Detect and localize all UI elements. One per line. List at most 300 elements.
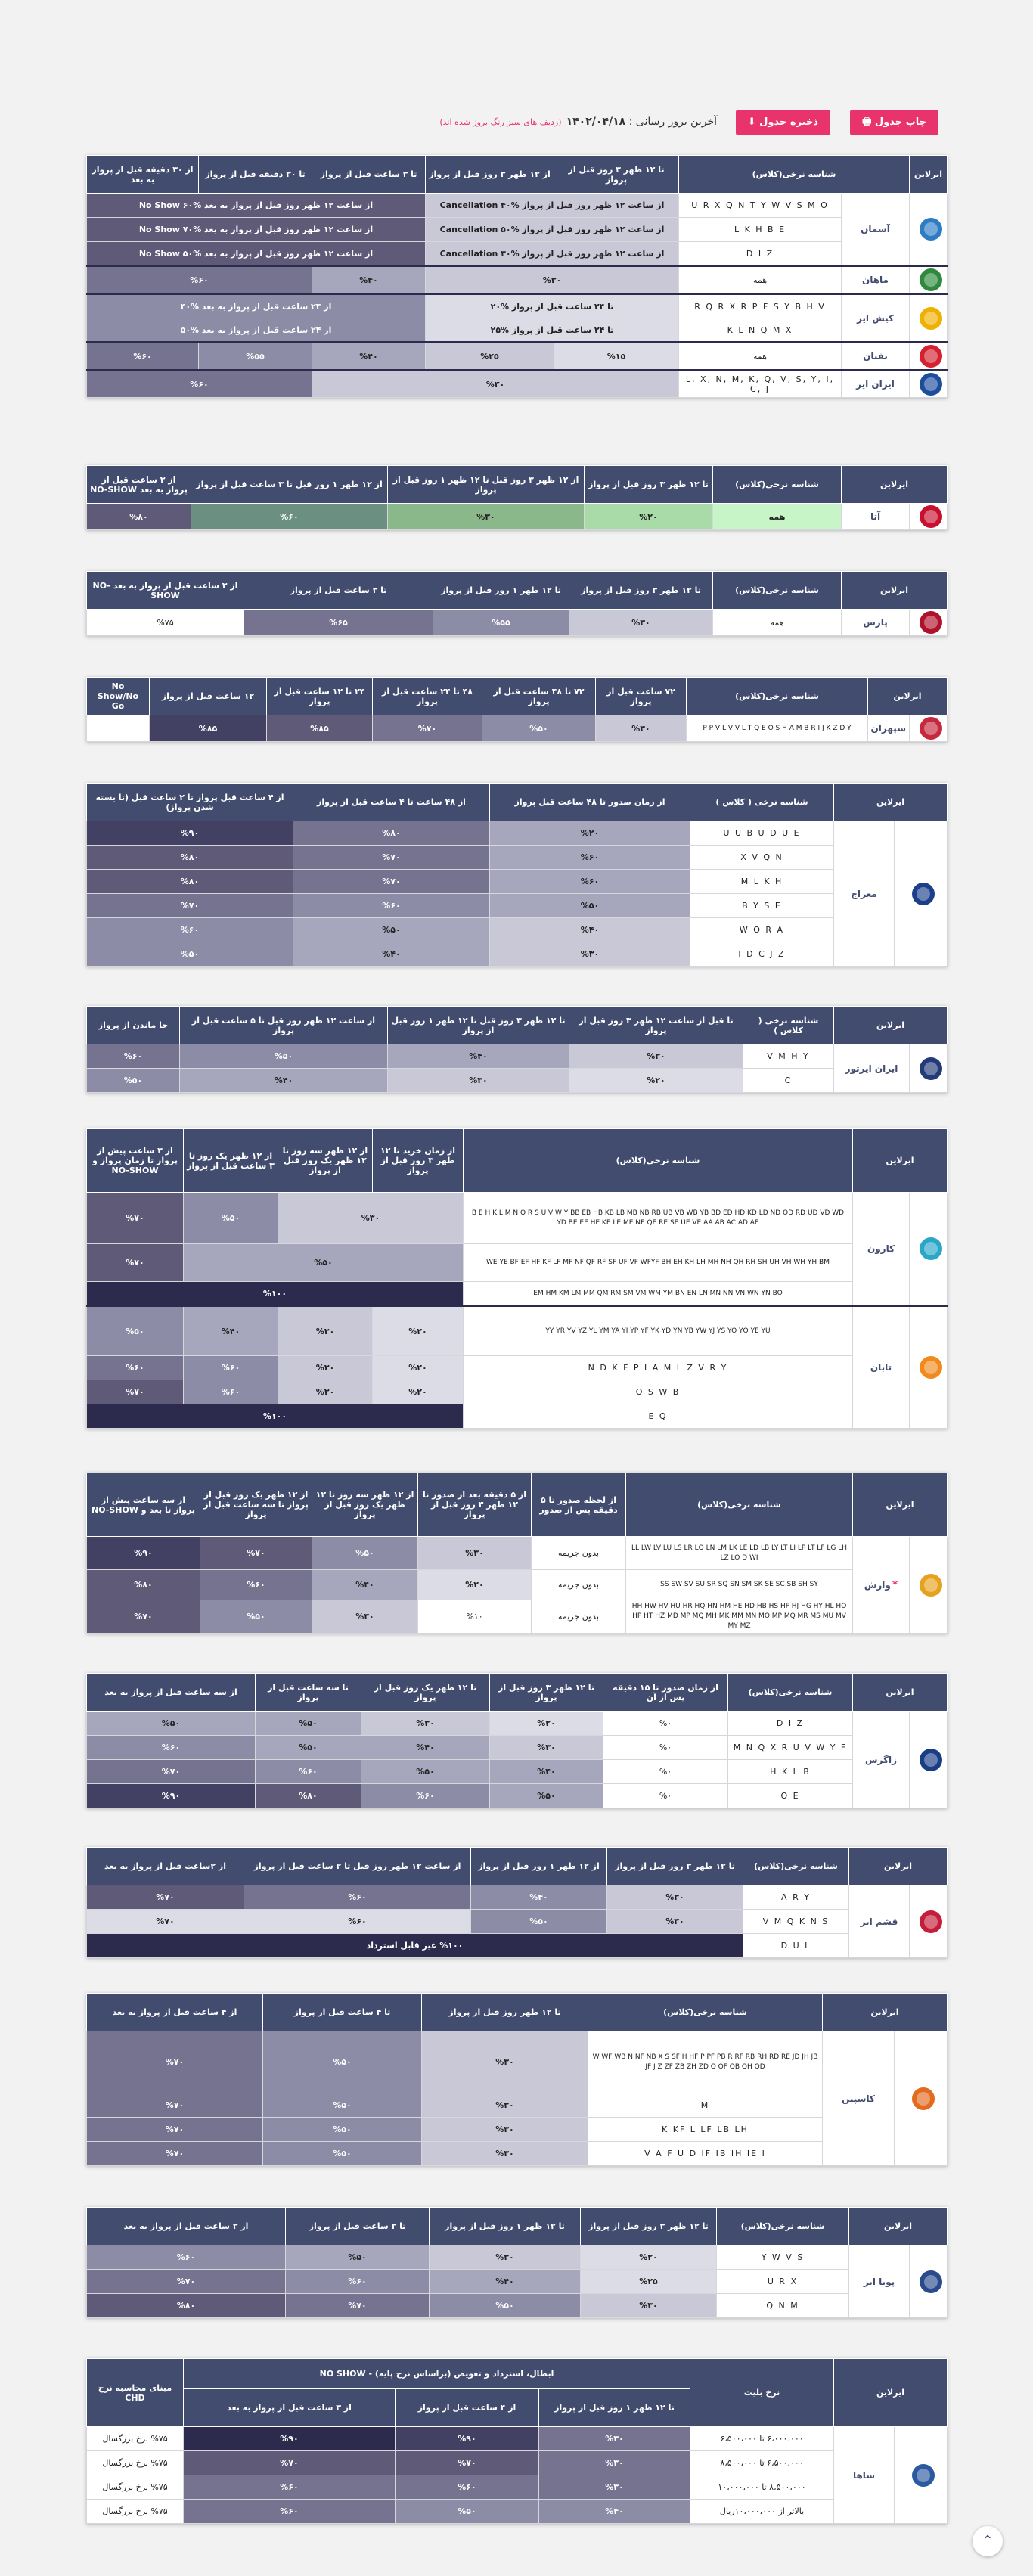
class-code: W WF WB N NF NB X S SF H HF P PF PB R RF RB RH RD RE JD JH JB JF J Z ZF ZB ZH ZD Q QF QB QH QD [588,2031,823,2093]
penalty-cell: %۰ [603,1784,728,1808]
penalty-cell: %۹۰ [87,821,293,846]
penalty-cell: %۶۰ [87,343,199,371]
airline-name-label: وارش [864,1579,891,1591]
refund-table-ata [86,465,948,530]
col-airline: ایرلاین [853,1473,948,1537]
class-code: U U B U D U E [690,821,834,846]
col-h3: از ۴۸ ساعت تا ۴ ساعت قبل از پرواز [293,784,490,821]
penalty-cell: %۷۰ [293,870,490,894]
penalty-cell: %۴۰ [361,1736,490,1760]
airline-logo [910,371,948,398]
penalty-cell: %۸۰ [87,870,293,894]
airline-name: پارس [842,610,910,636]
penalty-cell: بدون جریمه [532,1570,626,1600]
col-h4: از ۴ ساعت قبل پرواز تا ۲ ساعت قبل (تا بسته شدن پرواز) [87,784,293,821]
penalty-cell: %۶۰ [396,2475,539,2500]
penalty-cell: %۵۰ [293,918,490,942]
penalty-cell: %۶۰ [361,1784,490,1808]
col-airline: ایرلاین [834,2359,948,2427]
class-code: Y W V S [717,2245,849,2270]
taban-logo-icon [920,1356,942,1379]
col-h3: تا ۱۲ ظهر ۱ روز قبل از پرواز [433,572,569,610]
penalty-cell: %۴۰ [490,1760,603,1784]
penalty-cell: %۵۵ [199,343,312,371]
fare-range: ۶،۰۰۰،۰۰۰ تا ۶،۵۰۰،۰۰۰ [690,2427,834,2451]
col-h2: تا ۱۲ ظهر روز قبل از پرواز [422,1994,588,2031]
penalty-cell: %۰ [603,1760,728,1784]
col-h3: از ۱۲ ظهر سه روز تا ۱۲ ظهر یک روز قبل از پرواز [278,1129,373,1193]
penalty-cell: %۳۰ [539,2475,690,2500]
penalty-cell: %۷۰ [396,2451,539,2475]
class-code: V M Q K N S [743,1910,849,1934]
class-code: D I Z [679,242,842,266]
penalty-cell: %۶۰ [184,2475,396,2500]
penalty-cell: %۵۰ [312,1537,418,1570]
noshow-rule: از ساعت ۱۲ ظهر روز قبل از پرواز به بعد %۷۰ No Show [87,218,426,242]
penalty-cell: %۶۰ [293,894,490,918]
penalty-cell: %۸۰ [87,504,191,530]
penalty-cell: %۳۰ [278,1306,373,1356]
penalty-cell: %۲۵ [581,2270,717,2294]
col-h2: تا ۱۲ ظهر ۳ روز قبل از پرواز [585,466,713,504]
airline-name: معراج [834,821,895,967]
pouya-logo-icon [920,2270,942,2293]
penalty-cell: %۹۰ [184,2427,396,2451]
col-h6: از سه ساعت پیش از پرواز تا بعد و NO-SHOW [87,1473,200,1537]
penalty-cell: %۴۰ [312,343,426,371]
caspian-logo-icon [912,2087,935,2110]
class-code: همه [679,343,842,371]
penalty-cell: %۳۰ [388,504,585,530]
chd-rule: %۷۵ نرخ بزرگسال [87,2500,184,2524]
penalty-cell: %۷۰ [286,2294,430,2318]
penalty-cell: %۵۰ [184,1193,278,1244]
penalty-cell: بدون جریمه [532,1537,626,1570]
refund-table-meraj [86,783,948,967]
update-date: ۱۴۰۲/۰۴/۱۸ [566,116,626,128]
col-class: شناسه نرخی(کلاس) [679,156,910,194]
col-class: شناسه نرخی(کلاس) [687,678,868,715]
penalty-cell: تا ۲۴ ساعت قبل از پرواز %۲۰ [426,294,679,318]
penalty-cell: %۵۰ [184,1244,464,1282]
class-code: همه [713,504,842,530]
refund-table-saha [86,2358,948,2524]
penalty-cell: %۳۰ [278,1380,373,1404]
airline-name: زاگرس [853,1712,910,1808]
penalty-cell: %۳۰ [426,266,679,294]
penalty-cell: %۵۰ [87,1069,180,1093]
class-code: A R Y [743,1885,849,1910]
penalty-cell: %۳۰ [418,1537,532,1570]
penalty-cell: %۴۰ [180,1069,388,1093]
refund-table-iranairtour [86,1006,948,1093]
col-h6: ۱۲ ساعت قبل از پرواز [150,678,267,715]
col-h5: از ۳ ساعت قبل از پرواز به بعد [87,2208,286,2245]
class-code: EM HM KM LM MM QM RM SM VM WM YM BN EN LN MN NN VN WN YN BO [464,1282,853,1306]
penalty-cell: %۷۰ [87,2093,263,2118]
penalty-cell: %۷۰ [87,1193,184,1244]
class-code: H K L B [728,1760,853,1784]
col-h4: از ۴ ساعت قبل از پرواز به بعد [87,1994,263,2031]
iranairtour-logo-icon [920,1057,942,1080]
col-h5: از ۳ ساعت پیش از پرواز تا زمان پرواز و NO-SHOW [87,1129,184,1193]
col-h4: ۴۸ تا ۲۴ ساعت قبل از پرواز [373,678,482,715]
penalty-cell: %۹۰ [396,2427,539,2451]
col-class: شناسه نرخی(کلاس) [713,572,842,610]
col-airline: ایرلاین [853,1674,948,1712]
col-sub1: تا ۱۲ ظهر ۱ روز قبل از پرواز [539,2389,690,2427]
penalty-cell: %۵۰ [200,1600,312,1634]
penalty-cell: %۰ [603,1712,728,1736]
penalty-cell: %۳۰ [490,1736,603,1760]
penalty-cell: %۲۰ [373,1380,464,1404]
col-penalty-group: ابطال، استرداد و تعویض (براساس نرخ پایه) - NO SHOW [184,2359,690,2389]
penalty-cell: %۴۰ [539,2500,690,2524]
class-code: V A F U D IF IB IH IE I [588,2142,823,2166]
col-airline: ایرلاین [823,1994,948,2031]
penalty-cell: %۶۰ [87,1356,184,1380]
penalty-cell: %۷۰ [87,2270,286,2294]
airline-logo [910,1885,948,1958]
penalty-cell: %۵۰ [87,942,293,967]
karun-logo-icon [920,1237,942,1260]
airline-logo [910,294,948,343]
penalty-cell: %۳۰ [569,610,713,636]
col-sub3: از ۳ ساعت قبل از پرواز به بعد [184,2389,396,2427]
penalty-cell: %۷۰ [87,1600,200,1634]
class-code: همه [679,266,842,294]
penalty-cell: %۷۵ [87,610,244,636]
penalty-cell: %۲۰ [418,1570,532,1600]
penalty-cell: %۶۰ [87,1736,256,1760]
class-code: L, X, N, M, K, Q, V, S, Y, I, C, J [679,371,842,398]
airline-logo [910,194,948,266]
penalty-cell: تا ۲۴ ساعت قبل از پرواز %۲۵ [426,318,679,343]
penalty-cell: %۰ [603,1736,728,1760]
penalty-cell: %۴۰ [490,918,690,942]
iranair-logo-icon [920,373,942,396]
col-h3: از ۵ دقیقه بعد از صدور تا ۱۲ ظهر ۳ روز قبل از پرواز [418,1473,532,1537]
col-h4: تا ۳ ساعت قبل از پرواز [312,156,426,194]
penalty-cell: %۶۰ [191,504,388,530]
penalty-cell: %۳۰ [581,2294,717,2318]
penalty-cell: %۵۰ [87,1306,184,1356]
penalty-cell: %۸۰ [87,2294,286,2318]
penalty-cell: %۵۰ [490,1784,603,1808]
col-h5: از ۳ ساعت قبل از پرواز به بعد NO-SHOW [87,466,191,504]
col-h4: تا ۳ ساعت قبل از پرواز [244,572,433,610]
penalty-cell: %۱۰۰ [87,1404,464,1429]
airline-logo [895,821,948,967]
col-airline: ایرلاین [842,572,948,610]
class-code: N D K F P I A M L Z V R Y [464,1356,853,1380]
penalty-cell: %۷۰ [373,715,482,742]
penalty-cell: %۶۰ [490,870,690,894]
col-h2: تا قبل از ساعت ۱۲ ظهر ۳ روز قبل از پرواز [569,1007,743,1044]
refund-table-varesh [86,1473,948,1634]
penalty-cell: %۳۰ [607,1885,743,1910]
penalty-cell: %۷۰ [87,2118,263,2142]
col-airline: ایرلاین [849,2208,948,2245]
penalty-cell: %۸۰ [87,846,293,870]
penalty-cell: %۳۰ [596,715,687,742]
col-airline: ایرلاین [849,1848,948,1885]
class-code: U R X [717,2270,849,2294]
col-sub2: از ۴ ساعت قبل از پرواز [396,2389,539,2427]
col-h3: از ۱۲ ظهر ۳ روز قبل تا ۱۲ ظهر ۱ روز قبل از پرواز [388,466,585,504]
col-h4: تا ۳ ساعت قبل از پرواز [286,2208,430,2245]
col-h3: تا ۱۲ ظهر ۱ روز قبل از پرواز [430,2208,581,2245]
airline-logo [910,1193,948,1306]
col-class: شناسه نرخی(کلاس) [743,1848,849,1885]
penalty-cell: %۵۵ [433,610,569,636]
col-h2: ۷۲ ساعت قبل از پرواز [596,678,687,715]
penalty-cell: %۴۰ [312,1570,418,1600]
col-h5: تا سه ساعت قبل از پرواز [256,1674,361,1712]
airline-logo [910,1537,948,1634]
airline-name: پویا ایر [849,2245,910,2318]
class-code: K L N Q M X [679,318,842,343]
refund-table-zagros [86,1673,948,1808]
penalty-cell: %۶۰ [87,266,312,294]
airline-logo [910,504,948,530]
penalty-cell: %۷۰ [87,1910,244,1934]
airline-logo [910,610,948,636]
penalty-cell: از ۲۴ ساعت قبل از پرواز به بعد %۴۰ [87,294,426,318]
col-fare: نرخ بلیت [690,2359,834,2427]
penalty-cell: %۵۰ [482,715,596,742]
penalty-cell: %۲۰ [490,1712,603,1736]
refund-table-pars [86,571,948,636]
penalty-cell: %۶۰ [244,1885,471,1910]
class-code: D I Z [728,1712,853,1736]
class-code: L K H B E [679,218,842,242]
col-h6: از سه ساعت قبل از پرواز به بعد [87,1674,256,1712]
saha-logo-icon [912,2464,935,2487]
penalty-cell: %۷۰ [87,1380,184,1404]
chd-rule: %۷۵ نرخ بزرگسال [87,2451,184,2475]
col-class: شناسه نرخی ( کلاس ) [743,1007,834,1044]
col-h5: از ۲ساعت قبل از پرواز به بعد [87,1848,244,1885]
penalty-cell: %۸۰ [256,1784,361,1808]
airline-name: آسمان [842,194,910,266]
class-code: همه [713,610,842,636]
penalty-cell: %۵۰ [256,1712,361,1736]
airline-logo [910,715,948,742]
airline-name: تابان [853,1306,910,1429]
col-h2: تا ۱۲ ظهر ۳ روز قبل از پرواز [607,1848,743,1885]
penalty-cell: %۶۰ [87,1044,180,1069]
penalty-cell: %۵۰ [256,1736,361,1760]
chd-rule: %۷۵ نرخ بزرگسال [87,2427,184,2451]
col-h3: ۷۲ تا ۴۸ ساعت قبل از پرواز [482,678,596,715]
airline-logo [910,1306,948,1429]
penalty-cell: %۷۰ [87,894,293,918]
penalty-cell: %۴۰ [312,266,426,294]
zagros-logo-icon [920,1749,942,1771]
penalty-cell: %۳۰ [422,2142,588,2166]
penalty-cell: %۵۰ [490,894,690,918]
col-h2: از زمان صدور تا ۱۵ دقیقه پس از آن [603,1674,728,1712]
penalty-cell: %۷۰ [200,1537,312,1570]
airline-logo [895,2031,948,2166]
penalty-cell: %۱۰۰ غیر قابل استرداد [87,1934,743,1958]
refund-table-pouya [86,2207,948,2318]
varesh-logo-icon [920,1574,942,1597]
col-h5: از ۳ ساعت قبل از پرواز به بعد NO-SHOW [87,572,244,610]
penalty-cell: %۶۰ [200,1570,312,1600]
penalty-cell: %۶۰ [87,371,312,398]
airline-name: کاسپین [823,2031,895,2166]
penalty-cell: %۶۰ [184,2500,396,2524]
aseman-logo-icon [920,218,942,241]
penalty-cell: %۲۰ [373,1306,464,1356]
class-code: P P V L V V L T Q E O S H A M B R I J K Z D Y [687,715,868,742]
penalty-cell: %۷۰ [87,2142,263,2166]
col-class: شناسه نرخی(کلاس) [713,466,842,504]
class-code: YY YR YV YZ YL YM YA YI YP YF YK YD YN YB YW YJ YS YO YQ YE YU [464,1306,853,1356]
col-airline: ایرلاین [834,1007,948,1044]
scroll-to-top-button[interactable] [973,2526,1003,2556]
penalty-cell: %۴۰ [430,2270,581,2294]
airline-name: قشم ایر [849,1885,910,1958]
col-airline: ایرلاین [842,466,948,504]
qeshm-logo-icon [920,1910,942,1933]
airline-name: سپهران [868,715,910,742]
penalty-cell: %۳۰ [430,2245,581,2270]
col-h4: از ۱۲ ظهر یک روز تا ۳ ساعت قبل از پرواز [184,1129,278,1193]
col-airline: ایرلاین [910,156,948,194]
col-h3: تا ۱۲ ظهر ۳ روز قبل از پرواز [490,1674,603,1712]
penalty-cell: %۳۰ [539,2427,690,2451]
col-h5: جا ماندن از پرواز [87,1007,180,1044]
penalty-cell: از ۲۴ ساعت قبل از پرواز به بعد %۵۰ [87,318,426,343]
col-airline: ایرلاین [834,784,948,821]
col-class: شناسه نرخی(کلاس) [626,1473,853,1537]
penalty-cell: %۶۰ [87,918,293,942]
cancellation-rule: از ساعت ۱۲ ظهر روز قبل از پرواز %۳۰ Cancellation [426,242,679,266]
class-code: C [743,1069,834,1093]
update-label: آخرین بروز رسانی : [628,116,717,128]
penalty-cell: %۳۰ [312,371,679,398]
col-class: شناسه نرخی(کلاس) [588,1994,823,2031]
class-code: WE YE BF EF HF KF LF MF NF QF RF SF UF VF WFYF BH EH KH LH MH NH QH RH SH UH VH WH YH BM [464,1244,853,1282]
col-h3: تا ۴ ساعت قبل از پرواز [263,1994,422,2031]
col-h2: از زمان خرید تا ۱۲ ظهر ۳ روز قبل از پرواز [373,1129,464,1193]
penalty-cell: %۷۰ [87,1760,256,1784]
ata-logo-icon [920,505,942,528]
col-h5: تا ۳۰ دقیقه قبل از پرواز [199,156,312,194]
class-code: V M H Y [743,1044,834,1069]
cancellation-rule: از ساعت ۱۲ ظهر روز قبل از پرواز %۵۰ Cancellation [426,218,679,242]
penalty-cell: %۶۰ [244,1910,471,1934]
refund-table-aseman-group [86,155,948,398]
penalty-cell: %۱۵ [554,343,679,371]
col-chd: مبنای محاسبه نرخ CHD [87,2359,184,2427]
penalty-cell: %۶۰ [87,2245,286,2270]
mahan-logo-icon [920,268,942,291]
class-code: I D C J Z [690,942,834,967]
pars-logo-icon [920,611,942,634]
col-h3: از ۱۲ ظهر ۱ روز قبل از پرواز [471,1848,607,1885]
class-code: Q N M [717,2294,849,2318]
star-icon: * [892,1578,898,1591]
airline-name: آتا [842,504,910,530]
penalty-cell: %۳۰ [490,942,690,967]
penalty-cell: %۷۰ [87,1244,184,1282]
col-class: شناسه نرخی ( کلاس ) [690,784,834,821]
class-code: K KF L LF LB LH [588,2118,823,2142]
penalty-cell: %۹۰ [87,1784,256,1808]
penalty-cell: %۶۵ [244,610,433,636]
col-h3: از ۱۲ ظهر ۳ روز قبل از پرواز [426,156,554,194]
update-note: (ردیف های سبز رنگ بروز شده اند) [439,117,562,127]
airline-logo [895,2427,948,2524]
class-code: M [588,2093,823,2118]
col-h4: از ساعت ۱۲ ظهر روز قبل تا ۲ ساعت قبل از پرواز [244,1848,471,1885]
class-code: M N Q X R U V W Y F [728,1736,853,1760]
save-table-button[interactable]: ذخیره جدول ⬇ [736,110,830,135]
airline-name: کارون [853,1193,910,1306]
penalty-cell: %۲۰ [581,2245,717,2270]
penalty-cell: %۱۰ [418,1600,532,1634]
penalty-cell: بدون جریمه [532,1600,626,1634]
refund-table-karun-taban [86,1128,948,1429]
fare-range: ۶،۵۰۰،۰۰۰ تا ۸،۵۰۰،۰۰۰ [690,2451,834,2475]
airline-name: ساها [834,2427,895,2524]
airline-logo [910,1712,948,1808]
airline-logo [910,1044,948,1093]
chevron-up-icon: ⌃ [982,2533,994,2549]
penalty-cell: %۳۰ [422,2093,588,2118]
refund-table-sepehran [86,677,948,742]
penalty-cell: %۳۰ [278,1356,373,1380]
cancellation-rule: از ساعت ۱۲ ظهر روز قبل از پرواز %۴۰ Cancellation [426,194,679,218]
class-code: B Y S E [690,894,834,918]
penalty-cell: %۳۰ [422,2031,588,2093]
airline-logo [910,2245,948,2318]
col-h2: تا ۱۲ ظهر ۳ روز قبل از پرواز [554,156,679,194]
penalty-cell: %۳۰ [361,1712,490,1736]
penalty-cell: %۴۰ [388,1044,569,1069]
penalty-cell: %۲۵ [426,343,554,371]
penalty-cell: %۴۰ [184,1306,278,1356]
class-code: O E [728,1784,853,1808]
class-code: X V Q N [690,846,834,870]
col-h2: تا ۱۲ ظهر ۳ روز قبل از پرواز [569,572,713,610]
class-code: U R X Q N T Y W V S M O [679,194,842,218]
sepehran-logo-icon [920,717,942,740]
penalty-cell: %۲۰ [373,1356,464,1380]
penalty-cell: %۷۰ [184,2451,396,2475]
penalty-cell: %۲۰ [585,504,713,530]
penalty-cell: %۳۰ [607,1910,743,1934]
refund-table-qeshm [86,1847,948,1958]
col-h4: تا ۱۲ ظهر یک روز قبل از پرواز [361,1674,490,1712]
penalty-cell [87,715,150,742]
toolbar [0,110,1033,135]
penalty-cell: %۱۰۰ [87,1282,464,1306]
penalty-cell: %۳۰ [278,1193,464,1244]
penalty-cell: %۸۵ [267,715,373,742]
print-table-button[interactable]: چاپ جدول 🖶 [850,110,938,135]
airline-name: کیش ایر [842,294,910,343]
col-h4: از ۱۲ ظهر سه روز تا ۱۲ ظهر یک روز قبل از پرواز [312,1473,418,1537]
class-code: B E H K L M N Q R S U V W Y BB EB HB KB LB MB NB RB UB VB WB YB BD ED HD KD LD ND QD RD UD VD WD YD BE EE HE KE LE ME NE QE RE SE UE VE AA AB AC AD AE [464,1193,853,1244]
class-code: D U L [743,1934,849,1958]
fare-range: ۸،۵۰۰،۰۰۰ تا ۱۰،۰۰۰،۰۰۰ [690,2475,834,2500]
col-h7: No Show/No Go [87,678,150,715]
